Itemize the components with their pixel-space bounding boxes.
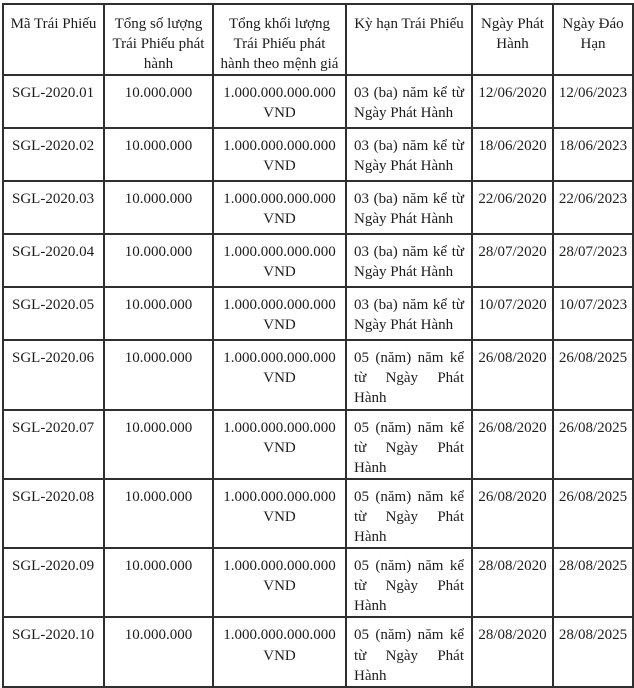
volume-amount: 1.000.000.000.000 bbox=[223, 350, 336, 367]
term-cell: 03 (ba) năm kể từ Ngày Phát Hành bbox=[346, 75, 472, 128]
bond-code-cell: SGL-2020.02 bbox=[3, 128, 104, 181]
issue-date-cell: 26/08/2020 bbox=[472, 410, 553, 479]
maturity-date-cell: 18/06/2023 bbox=[553, 128, 633, 181]
volume-unit: VND bbox=[263, 158, 296, 175]
maturity-date-cell: 22/06/2023 bbox=[553, 181, 633, 234]
term-cell: 03 (ba) năm kể từ Ngày Phát Hành bbox=[346, 128, 472, 181]
volume-unit: VND bbox=[263, 264, 296, 281]
bond-code-cell: SGL-2020.06 bbox=[3, 340, 104, 409]
bond-code-cell: SGL-2020.10 bbox=[3, 617, 104, 686]
issue-date-cell: 18/06/2020 bbox=[472, 128, 553, 181]
volume-unit: VND bbox=[263, 578, 296, 595]
term-cell: 05 (năm) năm kể từ Ngày Phát Hành bbox=[346, 479, 472, 548]
term-cell: 03 (ba) năm kể từ Ngày Phát Hành bbox=[346, 234, 472, 287]
header-quantity: Tổng số lượng Trái Phiếu phát hành bbox=[104, 4, 213, 75]
header-term: Kỳ hạn Trái Phiếu bbox=[346, 4, 472, 75]
volume-unit: VND bbox=[263, 211, 296, 228]
volume-amount: 1.000.000.000.000 bbox=[223, 627, 336, 644]
volume-unit: VND bbox=[263, 370, 296, 387]
volume-cell bbox=[213, 410, 346, 479]
quantity-cell: 10.000.000 bbox=[104, 75, 213, 128]
volume-cell bbox=[213, 617, 346, 686]
maturity-date-cell: 26/08/2025 bbox=[553, 479, 633, 548]
issue-date-cell: 10/07/2020 bbox=[472, 287, 553, 340]
volume-amount: 1.000.000.000.000 bbox=[223, 191, 336, 208]
issue-date-cell: 28/08/2020 bbox=[472, 548, 553, 617]
issue-date-cell: 28/08/2020 bbox=[472, 617, 553, 686]
bond-code-cell: SGL-2020.07 bbox=[3, 410, 104, 479]
term-cell: 05 (năm) năm kể từ Ngày Phát Hành bbox=[346, 410, 472, 479]
volume-unit: VND bbox=[263, 508, 296, 525]
header-bond-code: Mã Trái Phiếu bbox=[3, 4, 104, 75]
quantity-cell: 10.000.000 bbox=[104, 234, 213, 287]
maturity-date-cell: 28/08/2025 bbox=[553, 548, 633, 617]
bond-code-cell: SGL-2020.04 bbox=[3, 234, 104, 287]
table-row bbox=[3, 287, 633, 340]
table-row bbox=[3, 410, 633, 479]
issue-date-cell: 26/08/2020 bbox=[472, 340, 553, 409]
maturity-date-cell: 28/08/2025 bbox=[553, 617, 633, 686]
term-cell: 05 (năm) năm kể từ Ngày Phát Hành bbox=[346, 340, 472, 409]
volume-amount: 1.000.000.000.000 bbox=[223, 419, 336, 436]
volume-cell bbox=[213, 181, 346, 234]
quantity-cell: 10.000.000 bbox=[104, 410, 213, 479]
table-row bbox=[3, 617, 633, 686]
term-cell: 03 (ba) năm kể từ Ngày Phát Hành bbox=[346, 287, 472, 340]
table-row bbox=[3, 234, 633, 287]
volume-cell bbox=[213, 234, 346, 287]
header-issue-date: Ngày Phát Hành bbox=[472, 4, 553, 75]
issue-date-cell: 12/06/2020 bbox=[472, 75, 553, 128]
header-volume: Tổng khối lượng Trái Phiếu phát hành theo mệnh giá bbox=[213, 4, 346, 75]
maturity-date-cell: 28/07/2023 bbox=[553, 234, 633, 287]
volume-amount: 1.000.000.000.000 bbox=[223, 138, 336, 155]
term-cell: 03 (ba) năm kể từ Ngày Phát Hành bbox=[346, 181, 472, 234]
maturity-date-cell: 26/08/2025 bbox=[553, 410, 633, 479]
volume-amount: 1.000.000.000.000 bbox=[223, 488, 336, 505]
quantity-cell: 10.000.000 bbox=[104, 479, 213, 548]
issue-date-cell: 26/08/2020 bbox=[472, 479, 553, 548]
volume-cell bbox=[213, 287, 346, 340]
quantity-cell: 10.000.000 bbox=[104, 617, 213, 686]
volume-amount: 1.000.000.000.000 bbox=[223, 244, 336, 261]
maturity-date-cell: 26/08/2025 bbox=[553, 340, 633, 409]
volume-unit: VND bbox=[263, 439, 296, 456]
term-cell: 05 (năm) năm kể từ Ngày Phát Hành bbox=[346, 548, 472, 617]
volume-cell bbox=[213, 548, 346, 617]
issue-date-cell: 28/07/2020 bbox=[472, 234, 553, 287]
quantity-cell: 10.000.000 bbox=[104, 548, 213, 617]
bond-issuance-table bbox=[2, 3, 634, 688]
volume-cell bbox=[213, 340, 346, 409]
table-row bbox=[3, 181, 633, 234]
quantity-cell: 10.000.000 bbox=[104, 287, 213, 340]
issue-date-cell: 22/06/2020 bbox=[472, 181, 553, 234]
volume-amount: 1.000.000.000.000 bbox=[223, 297, 336, 314]
volume-unit: VND bbox=[263, 647, 296, 664]
bond-code-cell: SGL-2020.08 bbox=[3, 479, 104, 548]
maturity-date-cell: 12/06/2023 bbox=[553, 75, 633, 128]
bond-code-cell: SGL-2020.03 bbox=[3, 181, 104, 234]
table-row bbox=[3, 479, 633, 548]
quantity-cell: 10.000.000 bbox=[104, 181, 213, 234]
quantity-cell: 10.000.000 bbox=[104, 128, 213, 181]
term-cell: 05 (năm) năm kể từ Ngày Phát Hành bbox=[346, 617, 472, 686]
bond-document-page bbox=[0, 3, 634, 684]
table-row bbox=[3, 128, 633, 181]
quantity-cell: 10.000.000 bbox=[104, 340, 213, 409]
header-row bbox=[3, 4, 633, 75]
bond-code-cell: SGL-2020.01 bbox=[3, 75, 104, 128]
maturity-date-cell: 10/07/2023 bbox=[553, 287, 633, 340]
bond-code-cell: SGL-2020.05 bbox=[3, 287, 104, 340]
volume-cell bbox=[213, 128, 346, 181]
table-row bbox=[3, 548, 633, 617]
table-row bbox=[3, 75, 633, 128]
bond-code-cell: SGL-2020.09 bbox=[3, 548, 104, 617]
volume-cell bbox=[213, 75, 346, 128]
volume-cell bbox=[213, 479, 346, 548]
volume-unit: VND bbox=[263, 317, 296, 334]
volume-unit: VND bbox=[263, 105, 296, 122]
volume-amount: 1.000.000.000.000 bbox=[223, 558, 336, 575]
header-maturity-date: Ngày Đáo Hạn bbox=[553, 4, 633, 75]
table-row bbox=[3, 340, 633, 409]
volume-amount: 1.000.000.000.000 bbox=[223, 85, 336, 102]
